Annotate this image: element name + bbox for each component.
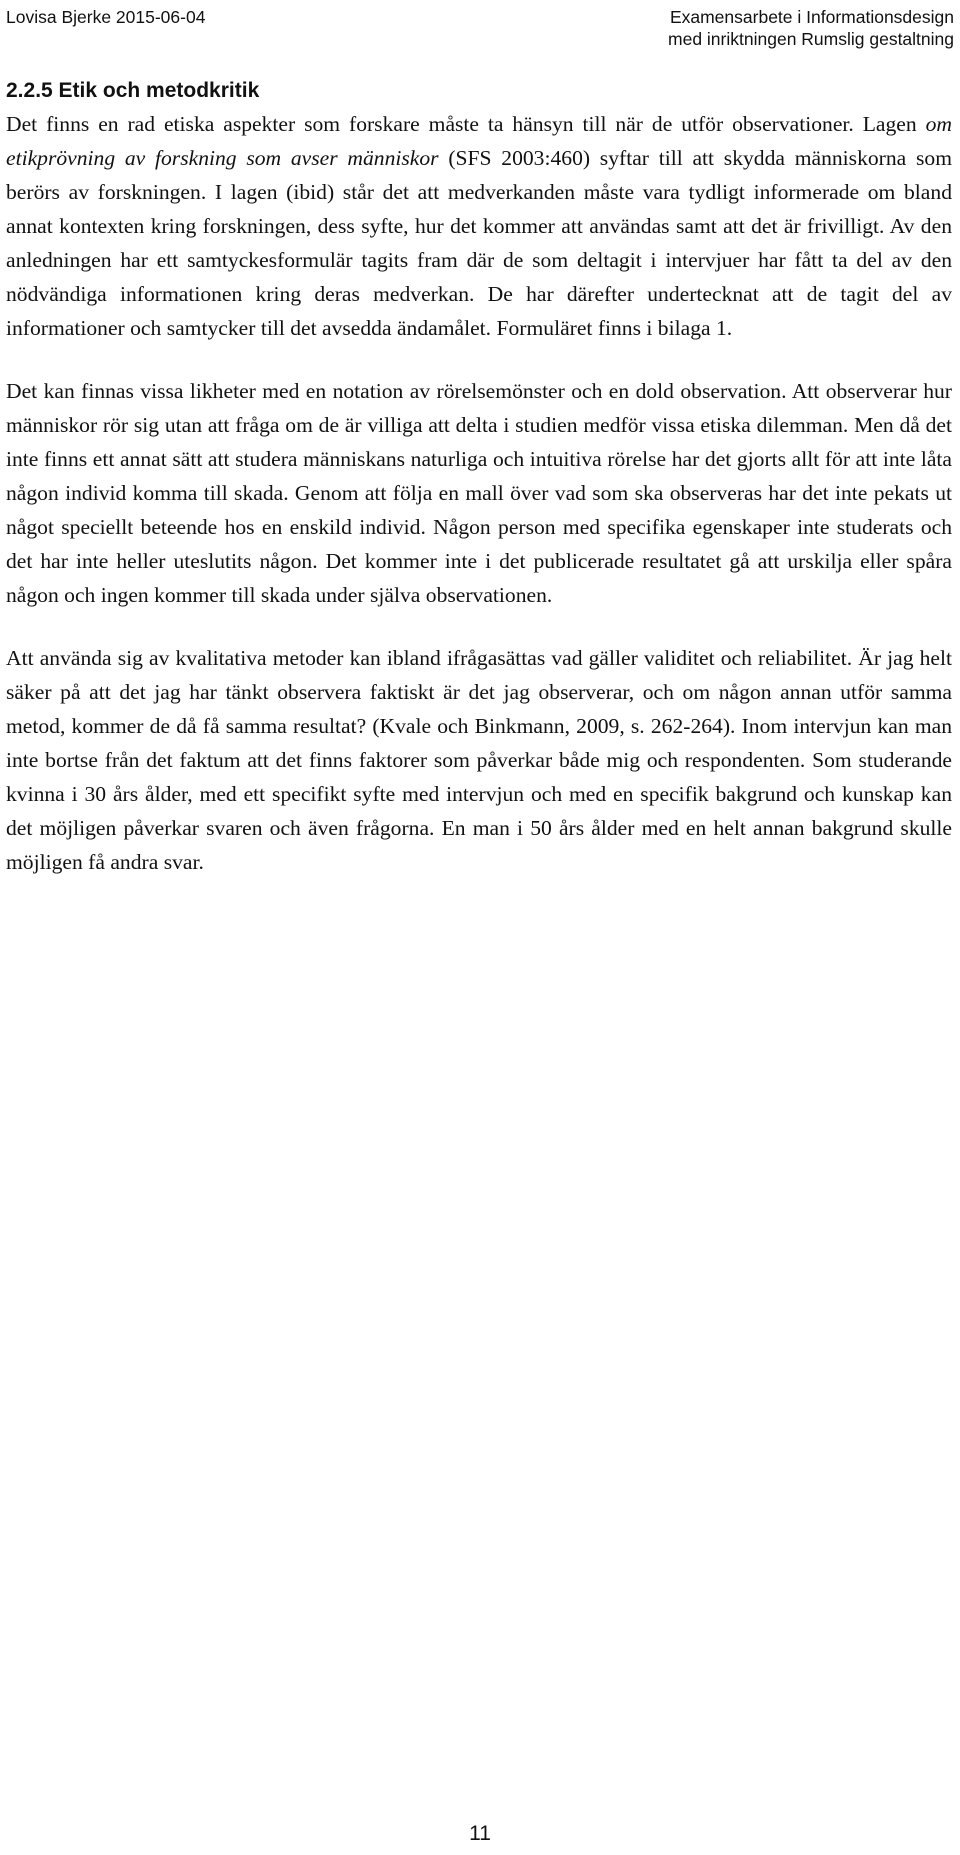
section-heading: 2.2.5 Etik och metodkritik xyxy=(6,79,260,102)
paragraph-hidden-observation: Det kan finnas vissa likheter med en notation av rörelsemönster och en dold observation. Att observerar hur människor rör sig utan att fråga om de är villiga att delta i studien medför vissa etiska dilemman. Men då det inte finns ett annat sätt att studera människans naturliga och intuitiva rörelse har det gjorts allt för att inte låta någon individ komma till skada. Genom att följa en mall över vad som ska observeras har det inte pekats ut något speciellt beteende hos en enskild individ. Någon person med specifika egenskaper inte studerats och det har inte heller uteslutits någon. Det kommer inte i det publicerade resultatet gå att urskilja eller spåra någon och ingen kommer till skada under själva observationen. xyxy=(6,379,952,607)
header-thesis-subtitle: med inriktningen Rumslig gestaltning xyxy=(668,29,954,49)
paragraph-ethics-law xyxy=(6,107,952,345)
header-thesis-title: Examensarbete i Informationsdesign xyxy=(669,7,954,27)
page-number: 11 xyxy=(469,1822,491,1845)
law-title: om etikprövning av forskning som avser människor xyxy=(6,112,952,170)
header-thesis-info xyxy=(668,6,954,50)
paragraph-text: (SFS 2003:460) syftar till att skydda människorna som berörs av forskningen. I lagen (ibid) står det att medverkanden måste vara tydligt informerade om bland annat kontexten kring forskningen, dess syfte, hur det kommer att användas samt att det är frivilligt. Av den anledningen har ett samtyckesformulär tagits fram där de som deltagit i intervjuer har fått ta del av den nödvändiga informationen kring deras medverkan. De har därefter undertecknat att de tagit del av informationer och samtycker till det avsedda ändamålet. Formuläret finns i bilaga 1. xyxy=(6,146,952,340)
paragraph-validity: Att använda sig av kvalitativa metoder kan ibland ifrågasättas vad gäller validitet och reliabilitet. Är jag helt säker på att det jag har tänkt observera faktiskt är det jag observerar, och om någon annan utför samma metod, kommer de då få samma resultat? (Kvale och Binkmann, 2009, s. 262-264). Inom intervjun kan man inte bortse från det faktum att det finns faktorer som påverkar både mig och respondenten. Som studerande kvinna i 30 års ålder, med ett specifikt syfte med intervjun och med en specifik bakgrund och kunskap kan det möjligen påverkar svaren och även frågorna. En man i 50 års ålder med en helt annan bakgrund skulle möjligen få andra svar. xyxy=(6,646,952,874)
header-author-date: Lovisa Bjerke 2015-06-04 xyxy=(6,7,206,27)
document-body xyxy=(6,77,952,908)
paragraph-text: Det finns en rad etiska aspekter som forskare måste ta hänsyn till när de utför observationer. Lagen xyxy=(6,112,926,136)
